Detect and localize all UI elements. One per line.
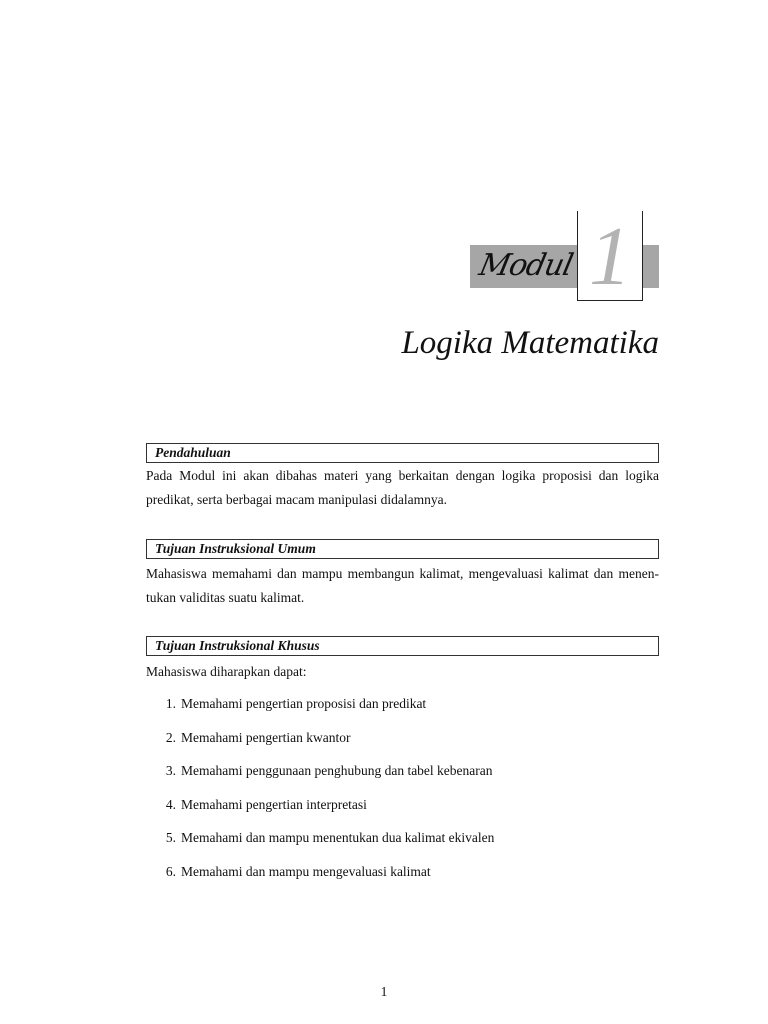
list-item-number: 3.	[165, 763, 176, 778]
list-item-text: Memahami dan mampu mengevaluasi kalimat	[181, 863, 431, 879]
list-item-number: 6.	[165, 863, 176, 879]
paragraph-line: Pada Modul ini akan dibahas materi yang berkaitan dengan logika proposisi dan logika	[146, 468, 659, 483]
section-box-introduction	[146, 443, 659, 463]
list-item-number: 2.	[165, 729, 176, 745]
list-item	[146, 827, 659, 861]
list-item-text: Memahami penggunaan penghubung dan tabel kebenaran	[181, 763, 493, 778]
introduction-paragraph	[146, 464, 659, 511]
paragraph-line: tukan validitas suatu kalimat.	[146, 589, 305, 605]
module-badge-label: Modul	[476, 248, 576, 283]
list-item	[146, 760, 659, 794]
module-title: Logika Matematika	[401, 325, 659, 361]
list-item-number: 4.	[165, 796, 176, 812]
module-number-box	[577, 211, 643, 301]
section-heading-general-objective: Tujuan Instruksional Umum	[155, 541, 316, 556]
section-heading-specific-objectives: Tujuan Instruksional Khusus	[155, 638, 320, 653]
list-item	[146, 727, 659, 761]
specific-objectives-intro: Mahasiswa diharapkan dapat:	[146, 664, 307, 679]
list-item-number: 1.	[165, 696, 176, 711]
list-item-text: Memahami dan mampu menentukan dua kalimat ekivalen	[181, 830, 495, 845]
general-objective-paragraph	[146, 562, 659, 609]
list-item-text: Memahami pengertian kwantor	[181, 729, 351, 745]
list-item	[146, 861, 659, 895]
page-number: 1	[380, 984, 388, 999]
section-heading-introduction: Pendahuluan	[155, 445, 231, 460]
list-item	[146, 693, 659, 727]
paragraph-line: Mahasiswa memahami dan mampu membangun kalimat, mengevaluasi kalimat dan menen-	[146, 566, 659, 581]
list-item-text: Memahami pengertian proposisi dan predikat	[181, 696, 427, 711]
section-box-specific-objectives	[146, 636, 659, 656]
paragraph-line: predikat, serta berbagai macam manipulasi didalamnya.	[146, 491, 448, 507]
list-item-text: Memahami pengertian interpretasi	[181, 796, 367, 812]
section-box-general-objective	[146, 539, 659, 559]
module-number: 1	[589, 210, 631, 303]
objectives-list	[146, 693, 659, 894]
list-item	[146, 794, 659, 828]
list-item-number: 5.	[165, 830, 176, 845]
